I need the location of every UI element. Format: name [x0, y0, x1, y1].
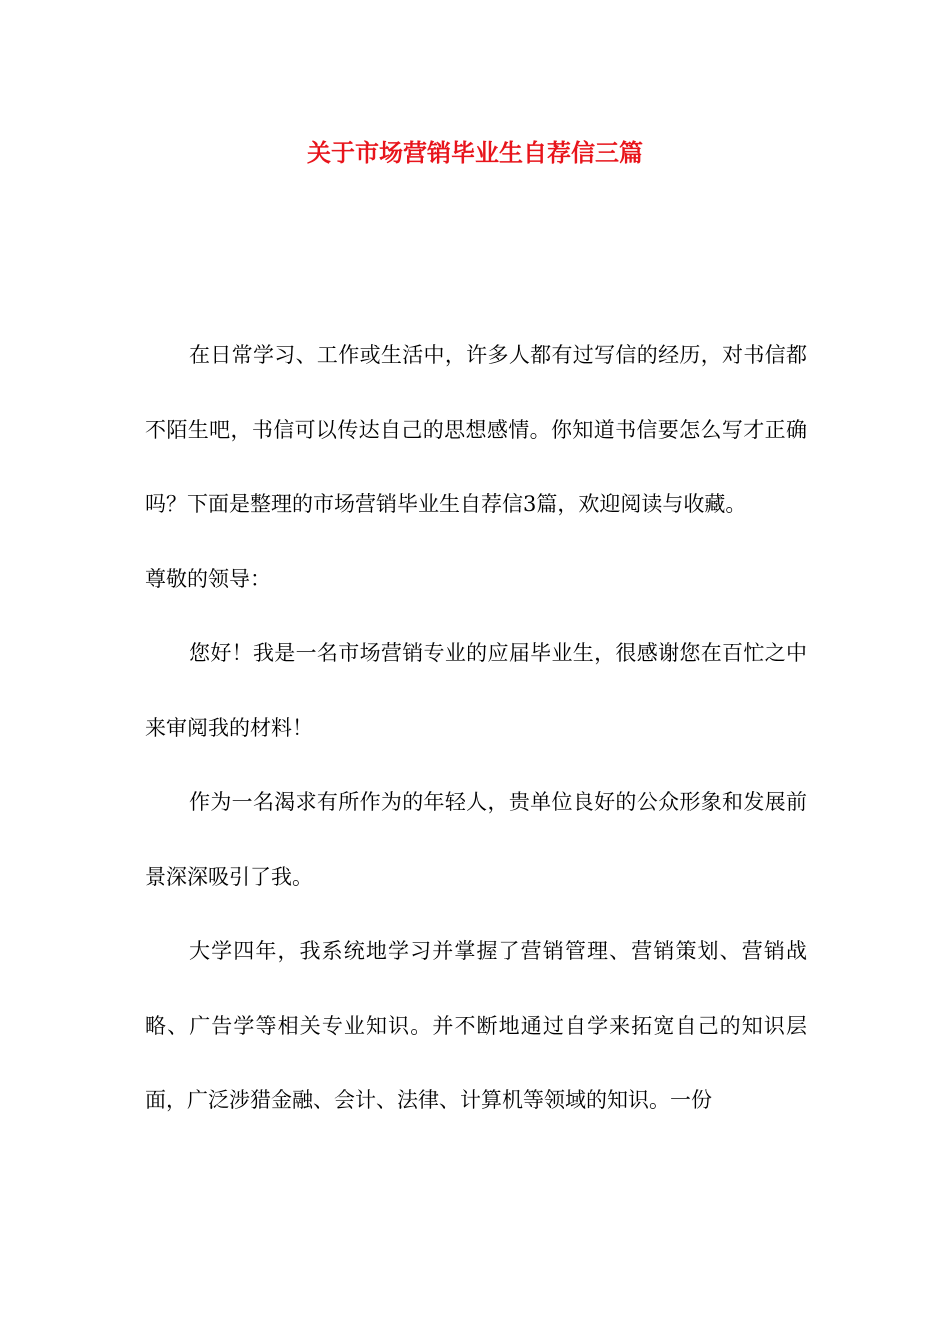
education-paragraph: 大学四年，我系统地学习并掌握了营销管理、营销策划、营销战略、广告学等相关专业知识。并不断地通过自学来拓宽自己的知识层面，广泛涉猎金融、会计、法律、计算机等领域的知识。一份 [145, 939, 807, 1112]
document-title: 关于市场营销毕业生自荐信三篇 [307, 138, 643, 167]
motivation-paragraph: 作为一名渴求有所作为的年轻人，贵单位良好的公众形象和发展前景深深吸引了我。 [145, 790, 807, 889]
salutation: 尊敬的领导： [145, 566, 271, 591]
document-body [145, 318, 807, 1138]
intro-paragraph: 在日常学习、工作或生活中，许多人都有过写信的经历，对书信都不陌生吧，书信可以传达自己的思想感情。你知道书信要怎么写才正确吗？下面是整理的市场营销毕业生自荐信3篇，欢迎阅读与收藏。 [145, 343, 807, 516]
greeting-paragraph: 您好！我是一名市场营销专业的应届毕业生，很感谢您在百忙之中来审阅我的材料！ [145, 641, 807, 740]
